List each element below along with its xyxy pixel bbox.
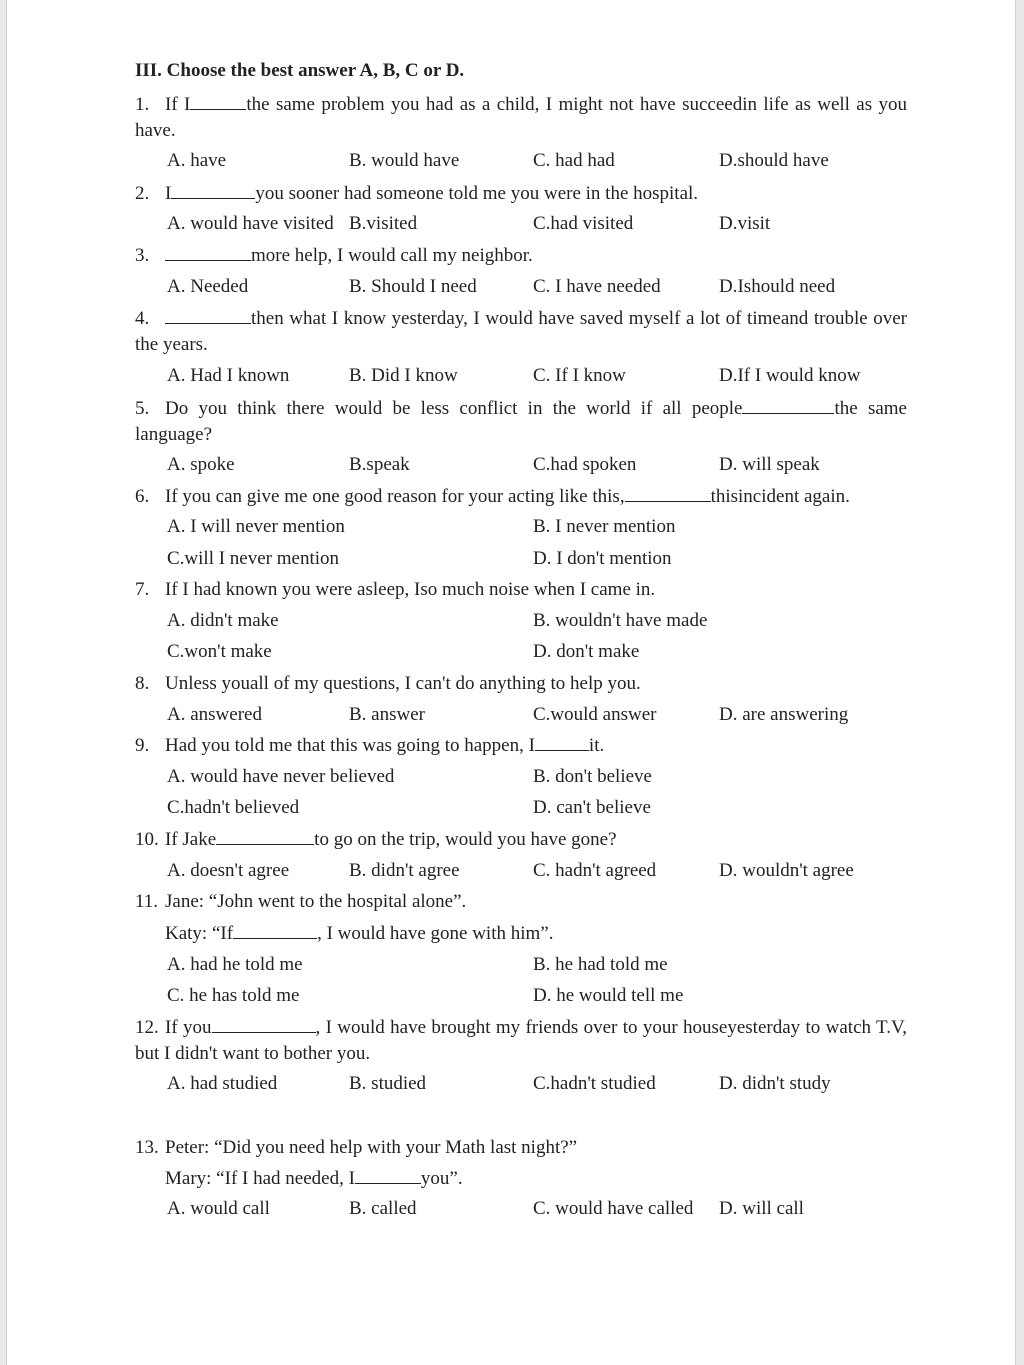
option-d: D. he would tell me — [533, 985, 684, 1006]
option-c: C. would have called — [533, 1198, 694, 1219]
answer-blank — [233, 922, 317, 939]
option-a: A. have — [167, 150, 227, 171]
option-c: C. I have needed — [533, 276, 661, 297]
option-b: B. I never mention — [533, 516, 676, 537]
question-4: 4. then what I know yesterday, I would have saved myself a lot of timeand trouble over the years. — [135, 308, 907, 355]
question-9: 9. Had you told me that this was going to happen, I it. — [135, 735, 605, 756]
option-c: C.hadn't believed — [167, 797, 300, 818]
option-b: B. don't believe — [533, 766, 652, 787]
option-c: C.hadn't studied — [533, 1073, 656, 1094]
option-d: D. I don't mention — [533, 548, 672, 569]
option-b: B. didn't agree — [349, 860, 460, 881]
answer-blank — [165, 307, 251, 324]
option-a: A. Had I known — [167, 365, 290, 386]
option-a: A. doesn't agree — [167, 860, 290, 881]
answer-blank — [165, 244, 251, 261]
option-d: D. wouldn't agree — [719, 860, 854, 881]
option-b: B. called — [349, 1198, 417, 1219]
answer-blank — [212, 1016, 316, 1033]
option-b: B. studied — [349, 1073, 427, 1094]
answer-blank — [216, 828, 314, 845]
option-c: C.won't make — [167, 641, 272, 662]
option-a: A. answered — [167, 704, 262, 725]
option-c: C.will I never mention — [167, 548, 340, 569]
option-b: B.visited — [349, 213, 418, 234]
question-1: 1. If I the same problem you had as a child, I might not have succeedin life as well as you have. — [135, 94, 908, 141]
answer-blank — [355, 1167, 421, 1184]
option-b: B. answer — [349, 704, 425, 725]
option-d: D. didn't study — [719, 1073, 831, 1094]
option-a: A. would call — [167, 1198, 270, 1219]
option-c: C. If I know — [533, 365, 626, 386]
section-heading: III. Choose the best answer A, B, C or D. — [135, 60, 465, 81]
answer-blank — [742, 397, 834, 414]
option-c: C.would answer — [533, 704, 657, 725]
option-a: A. would have never believed — [167, 766, 395, 787]
option-c: C. hadn't agreed — [533, 860, 657, 881]
question-6: 6. If you can give me one good reason for your acting like this, thisincident again. — [135, 486, 850, 507]
answer-blank — [625, 485, 711, 502]
option-b: B. wouldn't have made — [533, 610, 708, 631]
option-a: A. Needed — [167, 276, 249, 297]
question-8: 8. Unless youall of my questions, I can't do anything to help you. — [135, 673, 641, 694]
option-d: D.visit — [719, 213, 771, 234]
question-5: 5. Do you think there would be less conflict in the world if all people the same language? — [135, 398, 907, 445]
question-12: 12. If you , I would have brought my friends over to your houseyesterday to watch T.V, but I didn't want to bother you. — [135, 1017, 907, 1064]
question-13: 13. Peter: “Did you need help with your Math last night?” — [135, 1137, 578, 1158]
option-a: A. didn't make — [167, 610, 279, 631]
question-7: 7. If I had known you were asleep, Iso much noise when I came in. — [135, 579, 656, 600]
option-d: D. will speak — [719, 454, 820, 475]
option-b: B.speak — [349, 454, 410, 475]
option-d: D.Ishould need — [719, 276, 836, 297]
option-d: D. don't make — [533, 641, 640, 662]
option-c: C. had had — [533, 150, 615, 171]
option-d: D.If I would know — [719, 365, 861, 386]
option-d: D. will call — [719, 1198, 804, 1219]
option-b: B. would have — [349, 150, 460, 171]
option-a: A. spoke — [167, 454, 235, 475]
question-10: 10. If Jake to go on the trip, would you have gone? — [135, 829, 617, 850]
option-a: A. had studied — [167, 1073, 278, 1094]
option-a: A. had he told me — [167, 954, 303, 975]
question-11: 11. Jane: “John went to the hospital alone”. — [135, 891, 467, 912]
answer-blank — [171, 182, 255, 199]
question-11-line-2: Katy: “If , I would have gone with him”. — [165, 923, 554, 944]
question-13-line-2: Mary: “If I had needed, I you”. — [165, 1168, 463, 1189]
option-c: C. he has told me — [167, 985, 300, 1006]
question-2: 2. I you sooner had someone told me you were in the hospital. — [135, 183, 699, 204]
option-a: A. would have visited — [167, 213, 334, 234]
answer-blank — [190, 93, 246, 110]
option-c: C.had visited — [533, 213, 634, 234]
option-d: D. can't believe — [533, 797, 651, 818]
option-d: D. are answering — [719, 704, 849, 725]
question-3: 3. more help, I would call my neighbor. — [135, 245, 533, 266]
option-a: A. I will never mention — [167, 516, 345, 537]
option-c: C.had spoken — [533, 454, 637, 475]
worksheet-page — [6, 0, 1016, 1365]
answer-blank — [535, 734, 589, 751]
option-d: D.should have — [719, 150, 829, 171]
option-b: B. Should I need — [349, 276, 477, 297]
option-b: B. Did I know — [349, 365, 458, 386]
option-b: B. he had told me — [533, 954, 668, 975]
